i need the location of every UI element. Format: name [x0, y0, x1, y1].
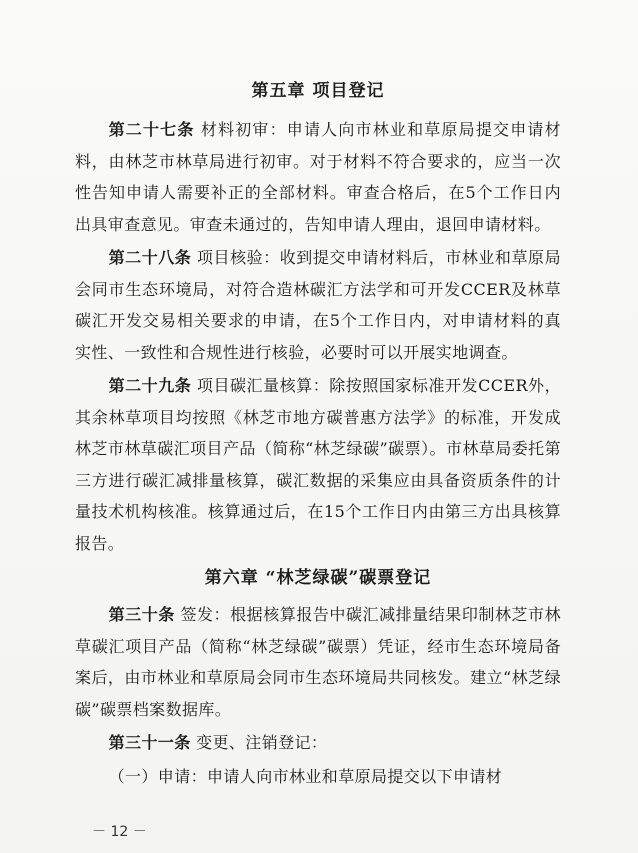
- chapter-5-heading: 第五章 项目登记: [251, 81, 385, 101]
- article-30-text: 签发：根据核算报告中碳汇减排量结果印制林芝市林草碳汇项目产品（简称“林芝绿碳”碳票）凭证，经市生态环境局备案后，由市林业和草原局会同市生态环境局共同核发。建立“林芝绿碳”碳票档案数据库。: [75, 605, 561, 719]
- article-30: [75, 599, 561, 725]
- article-27: [75, 114, 561, 240]
- article-29-text: 项目碳汇量核算：除按照国家标准开发CCER外，其余林草项目均按照《林芝市地方碳普惠方法学》的标准，开发成林芝市林草碳汇项目产品（简称“林芝绿碳”碳票）。市林草局委托第三方进行碳汇减排量核算，碳汇数据的采集应由具备资质条件的计量技术机构核准。核算通过后，在15个工作日内由第三方出具核算报告。: [75, 376, 561, 553]
- article-28-number: 第二十八条: [108, 248, 192, 267]
- article-31-number: 第三十一条: [108, 733, 191, 752]
- chapter-6-heading: 第六章 “林芝绿碳”碳票登记: [204, 568, 432, 588]
- article-27-text: 材料初审：申请人向市林业和草原局提交申请材料，由林芝市林草局进行初审。对于材料不符合要求的，应当一次性告知申请人需要补正的全部材料。审查合格后，在5个工作日内出具审查意见。审查未通过的，告知申请人理由，退回申请材料。: [75, 120, 561, 234]
- document-body: [75, 78, 561, 792]
- article-28-text: 项目核验：收到提交申请材料后，市林业和草原局会同市生态环境局，对符合造林碳汇方法学和可开发CCER及林草碳汇开发交易相关要求的申请，在5个工作日内，对申请材料的真实性、一致性和合规性进行核验，必要时可以开展实地调查。: [75, 248, 561, 362]
- article-29: [75, 370, 561, 559]
- article-30-number: 第三十条: [108, 605, 175, 624]
- article-31-clause-1: [75, 761, 561, 793]
- page-number: － 12 －: [92, 824, 147, 840]
- article-31: [75, 727, 561, 759]
- article-27-number: 第二十七条: [108, 120, 195, 139]
- clause-1-text: （一）申请：申请人向市林业和草原局提交以下申请材: [108, 766, 503, 786]
- article-28: [75, 242, 561, 368]
- article-29-number: 第二十九条: [108, 376, 192, 395]
- article-31-text: 变更、注销登记：: [190, 733, 328, 752]
